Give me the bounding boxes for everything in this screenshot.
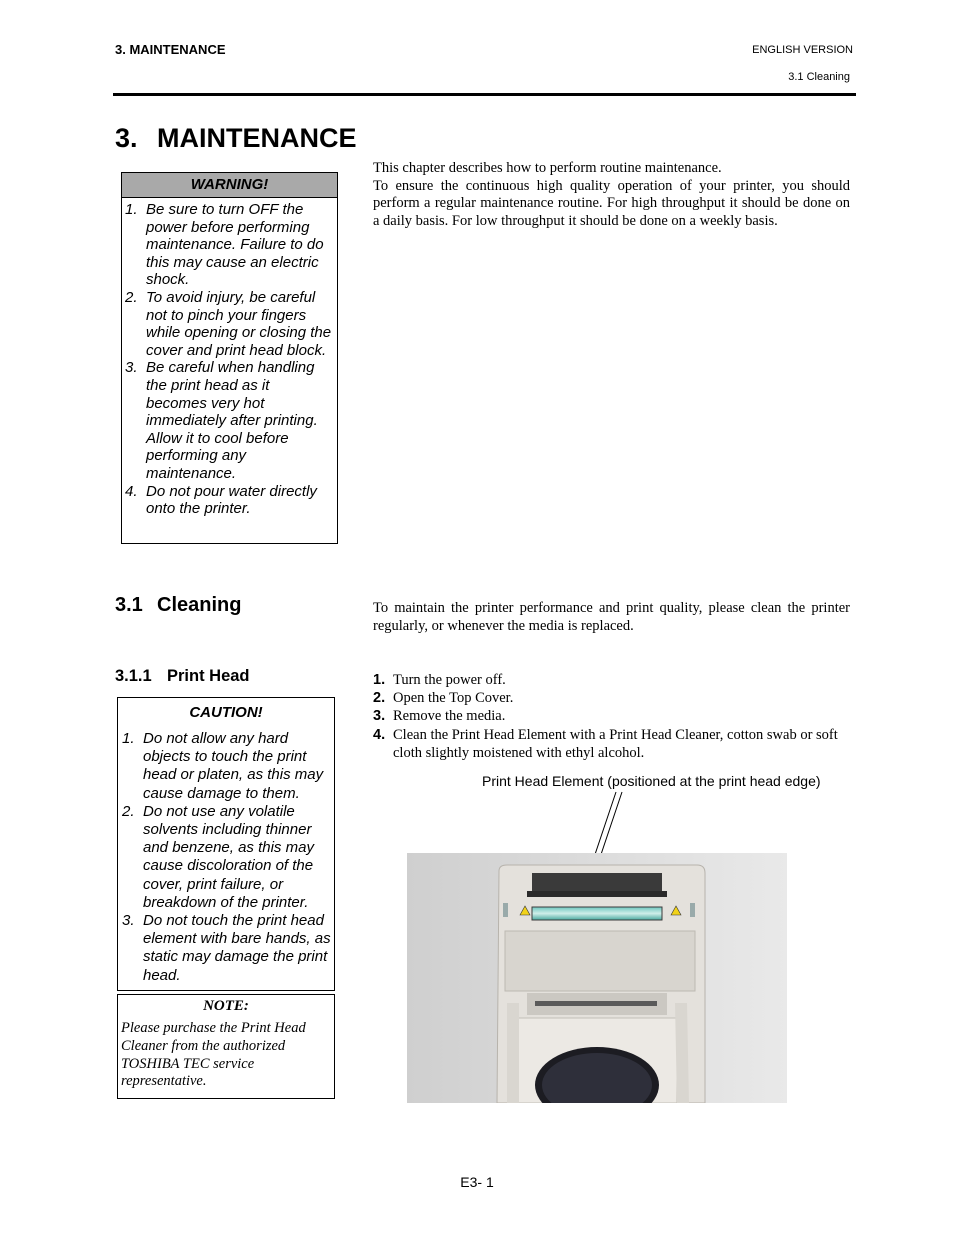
section-number: 3.1 (115, 594, 143, 616)
step-number: 2. (373, 690, 386, 707)
chapter-title-text: MAINTENANCE (157, 123, 357, 153)
intro-paragraph: This chapter describes how to perform routine maintenance. (373, 160, 722, 176)
running-header-chapter: 3. MAINTENANCE (115, 42, 226, 57)
printer-illustration (407, 853, 787, 1103)
running-header-section: 3.1 Cleaning (788, 71, 850, 83)
section-3-1-text: To maintain the printer performance and print quality, please clean the printer regularly, or whenever the media is replaced. (373, 600, 850, 634)
warning-item-number: 4. (125, 482, 138, 500)
subsection-number: 3.1.1 (115, 667, 152, 685)
note-text: Please purchase the Print Head Cleaner from the authorized TOSHIBA TEC service representative. (121, 1020, 306, 1090)
step-number: 1. (373, 672, 386, 688)
subsection-title: Print Head (167, 667, 250, 685)
step-number: 3. (373, 708, 386, 725)
warning-title: WARNING! (122, 173, 337, 198)
step-text: Remove the media. (393, 708, 506, 725)
warning-item-number: 2. (125, 288, 138, 306)
caution-item-number: 2. (122, 802, 135, 820)
step-text: Clean the Print Head Element with a Print Head Cleaner, cotton swab or soft cloth slightly moistened with ethyl alcohol. (393, 726, 838, 761)
running-header-version: ENGLISH VERSION (752, 44, 853, 56)
caution-item-text: Do not allow any hard objects to touch the print head or platen, as this may cause damage to them. (143, 730, 324, 802)
chapter-number: 3. (115, 123, 138, 153)
printer-photo (407, 853, 787, 1103)
section-title: Cleaning (157, 594, 242, 616)
intro-paragraph: To ensure the continuous high quality operation of your printer, you should perform a regular maintenance routine. For high throughput it should be done on a daily basis. For low throughput it should be done on a weekly basis. (373, 177, 850, 230)
page-number: E3- 1 (460, 1174, 494, 1190)
caution-item-text: Do not use any volatile solvents including thinner and benzene, as this may cause discoloration of the cover, print failure, or breakdown of the printer. (143, 802, 314, 911)
caution-title: CAUTION! (189, 704, 263, 721)
step-number: 4. (373, 726, 386, 743)
step-text: Open the Top Cover. (393, 690, 514, 707)
step-text: Turn the power off. (393, 672, 506, 688)
caution-item-number: 1. (122, 730, 135, 747)
note-title: NOTE: (203, 998, 249, 1014)
warning-item-text: Be careful when handling the print head as it becomes very hot immediately after printing. Allow it to cool before performing any maintenance. (146, 359, 318, 482)
warning-item-number: 1. (125, 201, 138, 218)
warning-item-text: To avoid injury, be careful not to pinch your fingers while opening or closing the cover and print head block. (146, 288, 332, 359)
caution-item-text: Do not touch the print head element with bare hands, as static may damage the print head. (143, 912, 331, 984)
warning-item-number: 3. (125, 359, 138, 377)
warning-item-text: Be sure to turn OFF the power before performing maintenance. Failure to do this may cause an electric shock. (146, 201, 324, 289)
caution-item-number: 3. (122, 912, 135, 930)
figure-callout: Print Head Element (positioned at the print head edge) (482, 773, 821, 789)
warning-item-text: Do not pour water directly onto the printer. (146, 482, 317, 518)
